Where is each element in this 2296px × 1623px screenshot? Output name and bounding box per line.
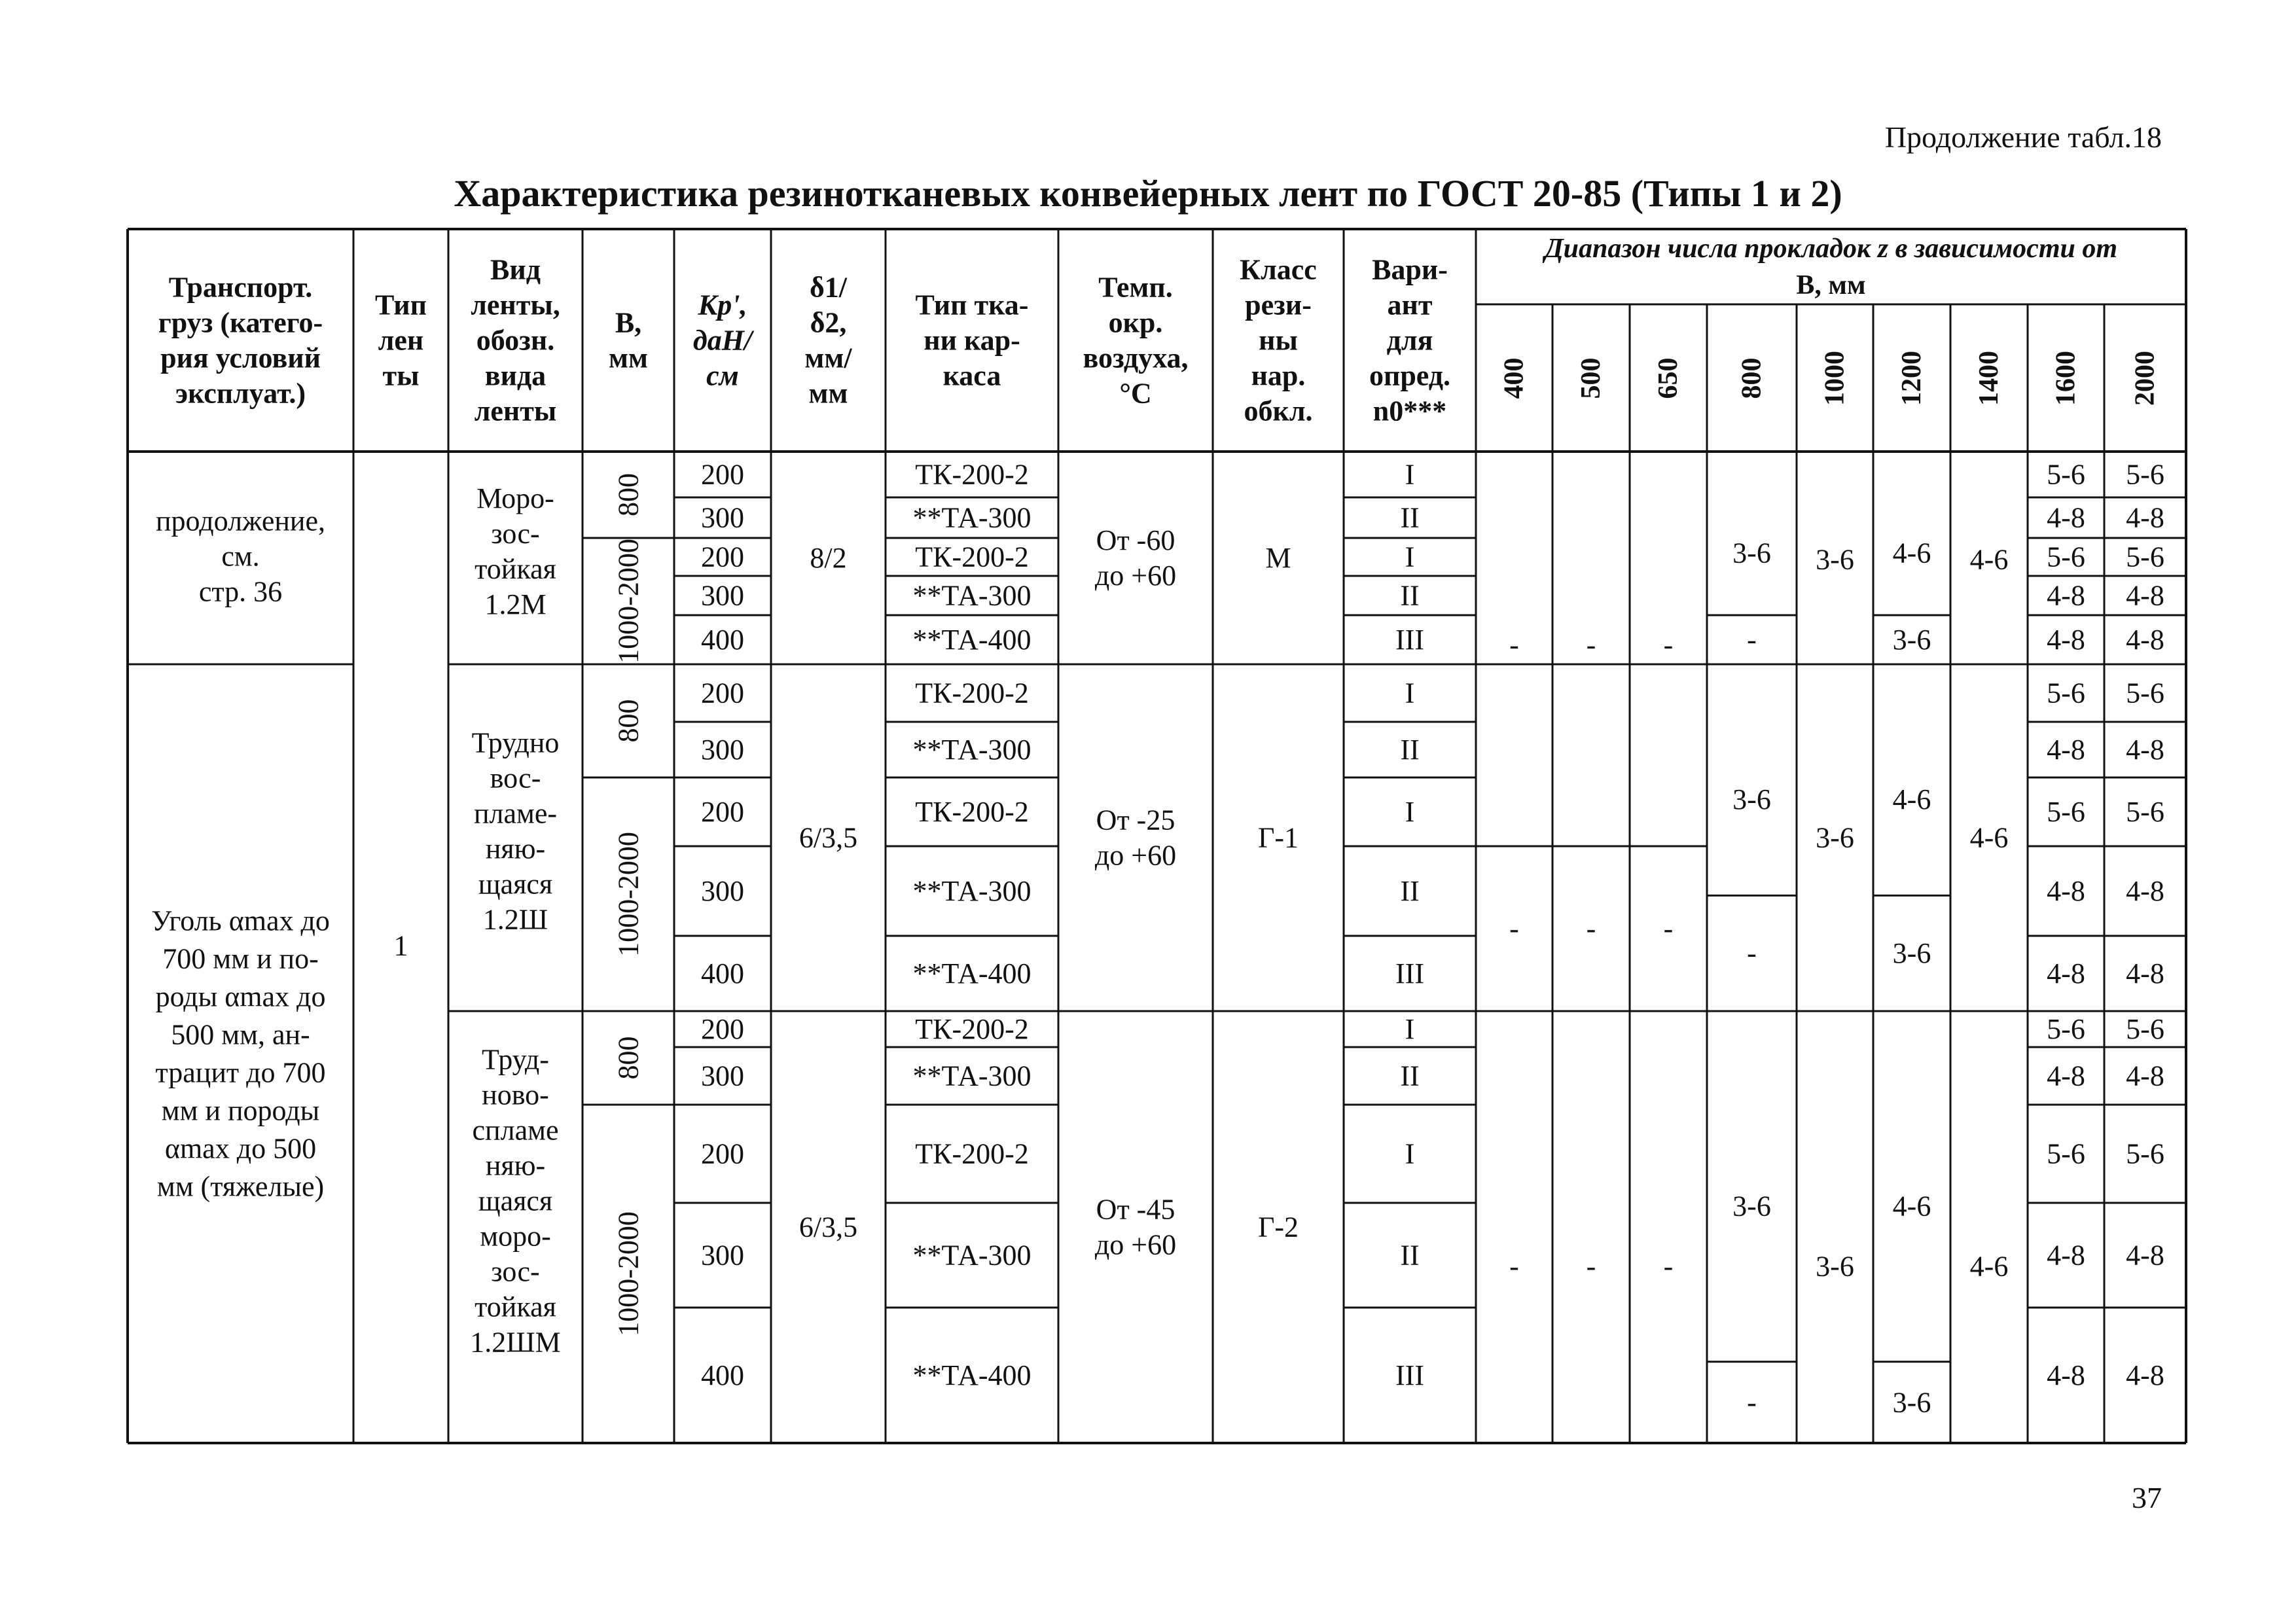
header-width-1400: 1400 [1974, 351, 2004, 406]
header-variant: опред. [1369, 359, 1451, 392]
rubber-class: Г-1 [1257, 821, 1299, 854]
header-fabric: каса [942, 359, 1001, 392]
header-width-500: 500 [1576, 357, 1606, 399]
delta-value: 6/3,5 [798, 1211, 858, 1243]
variant: II [1400, 734, 1420, 766]
belt-kind: щаяся [478, 1185, 553, 1217]
header-type: лен [378, 324, 424, 357]
range-1600: 4-8 [2047, 957, 2085, 990]
range-650: - [1663, 629, 1674, 661]
fabric-type: **ТА-300 [912, 1239, 1031, 1272]
range-1200-low: 3-6 [1892, 1386, 1931, 1419]
header-cargo: рия условий [160, 342, 321, 374]
range-2000: 5-6 [2126, 541, 2164, 573]
range-2000: 4-8 [2126, 624, 2164, 656]
variant: I [1405, 458, 1415, 491]
variant: I [1405, 796, 1415, 828]
header-rubber: нар. [1251, 359, 1306, 392]
range-800: 3-6 [1732, 1190, 1771, 1222]
belt-kind: зос- [491, 1255, 540, 1288]
range-2000: 4-8 [2126, 1239, 2164, 1272]
belt-kind: тойкая [475, 1291, 556, 1323]
header-rubber: рези- [1245, 289, 1312, 321]
kp-value: 200 [701, 1013, 744, 1045]
range-500: - [1586, 912, 1596, 945]
cargo-continued: стр. 36 [198, 575, 283, 608]
fabric-type: **ТА-400 [912, 957, 1031, 990]
temperature: до +60 [1094, 839, 1177, 872]
range-1000: 3-6 [1816, 821, 1854, 854]
cargo-continued: см. [221, 540, 260, 573]
range-1200-low: 3-6 [1892, 937, 1931, 970]
temperature: От -60 [1096, 524, 1175, 556]
range-500: - [1586, 1250, 1596, 1283]
cargo-coal: 500 мм, ан- [171, 1018, 310, 1051]
range-2000: 5-6 [2126, 458, 2164, 491]
width-1000-2000: 1000-2000 [612, 832, 645, 957]
header-delta: δ1/ [809, 271, 848, 304]
header-cargo: груз (катего- [158, 306, 323, 339]
table-title: Характеристика резинотканевых конвейерных лент по ГОСТ 20-85 (Типы 1 и 2) [454, 172, 1842, 215]
variant: I [1405, 677, 1415, 709]
variant: I [1405, 541, 1415, 573]
kp-value: 300 [701, 734, 744, 766]
fabric-type: **ТА-400 [912, 1359, 1031, 1391]
rubber-class: М [1265, 542, 1291, 574]
range-1000: 3-6 [1816, 1250, 1854, 1283]
range-2000: 5-6 [2126, 1137, 2164, 1170]
variant: I [1405, 1013, 1415, 1045]
header-cargo: эксплуат.) [175, 377, 306, 410]
range-1600: 4-8 [2047, 1060, 2085, 1092]
variant: III [1395, 957, 1424, 990]
variant: II [1400, 1060, 1420, 1092]
delta-value: 8/2 [810, 542, 847, 574]
header-temp: Темп. [1098, 271, 1173, 304]
range-500: - [1586, 629, 1596, 661]
range-650: - [1663, 912, 1674, 945]
range-1200: 4-6 [1892, 1190, 1931, 1222]
range-1600: 4-8 [2047, 1239, 2085, 1272]
fabric-type: ТК-200-2 [915, 1137, 1029, 1170]
range-2000: 5-6 [2126, 1013, 2164, 1045]
header-belt-kind: обозн. [476, 324, 555, 357]
kp-value: 200 [701, 796, 744, 828]
fabric-type: ТК-200-2 [915, 1013, 1029, 1045]
header-range-unit: В, мм [1796, 270, 1866, 300]
fabric-type: ТК-200-2 [915, 541, 1029, 573]
range-1600: 4-8 [2047, 624, 2085, 656]
header-rubber: обкл. [1244, 395, 1313, 427]
belt-kind: 1.2ШМ [470, 1326, 561, 1359]
range-1200: 4-6 [1892, 537, 1931, 569]
belt-kind: Моро- [476, 482, 554, 514]
variant: I [1405, 1137, 1415, 1170]
range-1600: 5-6 [2047, 796, 2085, 828]
cargo-continued: продолжение, [155, 505, 326, 537]
range-1600: 4-8 [2047, 734, 2085, 766]
kp-value: 200 [701, 1137, 744, 1170]
header-width-2000: 2000 [2130, 351, 2161, 406]
range-1400: 4-6 [1969, 543, 2009, 576]
header-width: мм [609, 342, 648, 374]
range-2000: 4-8 [2126, 501, 2164, 534]
header-variant: ант [1387, 289, 1433, 321]
kp-value: 200 [701, 677, 744, 709]
rubber-class: Г-2 [1257, 1211, 1299, 1243]
header-kp: даН/ [692, 324, 753, 357]
header-rubber: ны [1259, 324, 1298, 357]
range-2000: 4-8 [2126, 579, 2164, 612]
header-width: В, [615, 306, 642, 339]
range-2000: 4-8 [2126, 957, 2164, 990]
fabric-type: **ТА-300 [912, 734, 1031, 766]
variant: II [1400, 579, 1420, 612]
range-2000: 4-8 [2126, 1359, 2164, 1391]
kp-value: 400 [701, 1359, 744, 1391]
delta-value: 6/3,5 [798, 821, 858, 854]
cargo-coal: αmax до 500 [164, 1132, 317, 1165]
width-800: 800 [612, 699, 645, 743]
belt-kind: тойкая [475, 553, 556, 585]
header-rubber: Класс [1240, 253, 1317, 286]
header-kp: см [706, 359, 739, 392]
width-1000-2000: 1000-2000 [612, 539, 645, 664]
fabric-type: ТК-200-2 [915, 796, 1029, 828]
kp-value: 300 [701, 1239, 744, 1272]
range-800-low: - [1747, 624, 1757, 656]
belt-kind: 1.2Ш [482, 903, 548, 936]
range-1600: 4-8 [2047, 875, 2085, 907]
belt-kind: няю- [485, 832, 546, 865]
belt-kind: моро- [480, 1220, 551, 1253]
header-delta: мм [808, 377, 848, 410]
range-800-low: - [1747, 1386, 1757, 1419]
belt-kind: спламе [472, 1114, 559, 1147]
header-belt-kind: вида [484, 359, 547, 392]
belt-kind: ново- [482, 1079, 549, 1111]
header-variant: для [1386, 324, 1433, 357]
variant: III [1395, 1359, 1424, 1391]
belt-type-value: 1 [393, 929, 408, 962]
range-1200-low: 3-6 [1892, 624, 1931, 656]
header-belt-kind: ленты [474, 395, 557, 427]
header-fabric: ни кар- [924, 324, 1020, 357]
header-variant: n0*** [1372, 395, 1447, 427]
header-type: ты [382, 359, 420, 392]
range-1600: 5-6 [2047, 541, 2085, 573]
page-number: 37 [2132, 1481, 2162, 1514]
temperature: до +60 [1094, 1228, 1177, 1261]
temperature: до +60 [1094, 560, 1177, 592]
header-range: Диапазон числа прокладок z в зависимости от [1544, 234, 2118, 264]
kp-value: 400 [701, 957, 744, 990]
range-1600: 4-8 [2047, 501, 2085, 534]
range-1600: 4-8 [2047, 579, 2085, 612]
fabric-type: **ТА-300 [912, 501, 1031, 534]
continuation-note: Продолжение табл.18 [1884, 120, 2162, 154]
width-800: 800 [612, 473, 645, 516]
header-cargo: Транспорт. [168, 271, 313, 304]
range-2000: 5-6 [2126, 677, 2164, 709]
range-800-low: - [1747, 937, 1757, 970]
header-temp: °С [1119, 377, 1152, 410]
kp-value: 300 [701, 501, 744, 534]
header-width-1000: 1000 [1820, 351, 1850, 406]
fabric-type: **ТА-400 [912, 624, 1031, 656]
header-belt-kind: ленты, [471, 289, 560, 321]
range-1600: 5-6 [2047, 458, 2085, 491]
kp-value: 200 [701, 458, 744, 491]
kp-value: 300 [701, 875, 744, 907]
belt-kind: Труд- [482, 1043, 549, 1076]
header-temp: окр. [1108, 306, 1163, 339]
fabric-type: ТК-200-2 [915, 458, 1029, 491]
range-800: 3-6 [1732, 537, 1771, 569]
header-width-1200: 1200 [1897, 351, 1927, 406]
range-2000: 4-8 [2126, 734, 2164, 766]
cargo-coal: Уголь αmax до [151, 904, 330, 937]
temperature: От -25 [1096, 804, 1175, 836]
header-delta: δ2, [810, 306, 847, 339]
range-650: - [1663, 1250, 1674, 1283]
range-2000: 4-8 [2126, 875, 2164, 907]
belt-kind: пламе- [473, 797, 558, 830]
range-1200: 4-6 [1892, 783, 1931, 816]
belt-kind: вос- [490, 762, 541, 794]
fabric-type: ТК-200-2 [915, 677, 1029, 709]
header-width-400: 400 [1499, 357, 1530, 399]
header-kp: Кр', [698, 289, 747, 321]
belt-kind: 1.2М [484, 588, 547, 620]
fabric-type: **ТА-300 [912, 875, 1031, 907]
range-1400: 4-6 [1969, 1250, 2009, 1283]
range-1400: 4-6 [1969, 821, 2009, 854]
kp-value: 400 [701, 624, 744, 656]
header-width-1600: 1600 [2051, 351, 2081, 406]
fabric-type: **ТА-300 [912, 1060, 1031, 1092]
belt-kind: Трудно [471, 726, 560, 759]
belt-kind: зос- [491, 518, 540, 550]
header-belt-kind: Вид [490, 253, 541, 286]
cargo-coal: 700 мм и по- [162, 942, 319, 975]
kp-value: 300 [701, 579, 744, 612]
header-variant: Вари- [1372, 253, 1448, 286]
belt-kind: щаяся [478, 868, 553, 901]
fabric-type: **ТА-300 [912, 579, 1031, 612]
cargo-coal: мм и породы [161, 1094, 320, 1127]
range-1600: 5-6 [2047, 677, 2085, 709]
header-fabric: Тип тка- [915, 289, 1029, 321]
variant: III [1395, 624, 1424, 656]
header-width-650: 650 [1653, 357, 1683, 399]
range-1600: 4-8 [2047, 1359, 2085, 1391]
variant: II [1400, 1239, 1420, 1272]
cargo-coal: мм (тяжелые) [156, 1170, 325, 1203]
range-2000: 4-8 [2126, 1060, 2164, 1092]
range-800: 3-6 [1732, 783, 1771, 816]
belt-kind: няю- [485, 1149, 546, 1182]
width-800: 800 [612, 1036, 645, 1080]
range-1000: 3-6 [1816, 543, 1854, 576]
kp-value: 200 [701, 541, 744, 573]
cargo-coal: роды αmax до [155, 980, 326, 1013]
cargo-coal: трацит до 700 [155, 1056, 326, 1089]
range-400: - [1509, 1250, 1519, 1283]
range-1600: 5-6 [2047, 1013, 2085, 1045]
range-400: - [1509, 912, 1519, 945]
range-1600: 5-6 [2047, 1137, 2085, 1170]
width-1000-2000: 1000-2000 [612, 1211, 645, 1336]
range-2000: 5-6 [2126, 796, 2164, 828]
header-temp: воздуха, [1083, 342, 1189, 374]
header-delta: мм/ [804, 342, 852, 374]
variant: II [1400, 875, 1420, 907]
header-type: Тип [375, 289, 427, 321]
kp-value: 300 [701, 1060, 744, 1092]
temperature: От -45 [1096, 1193, 1175, 1226]
variant: II [1400, 501, 1420, 534]
header-width-800: 800 [1736, 357, 1767, 399]
range-400: - [1509, 629, 1519, 661]
